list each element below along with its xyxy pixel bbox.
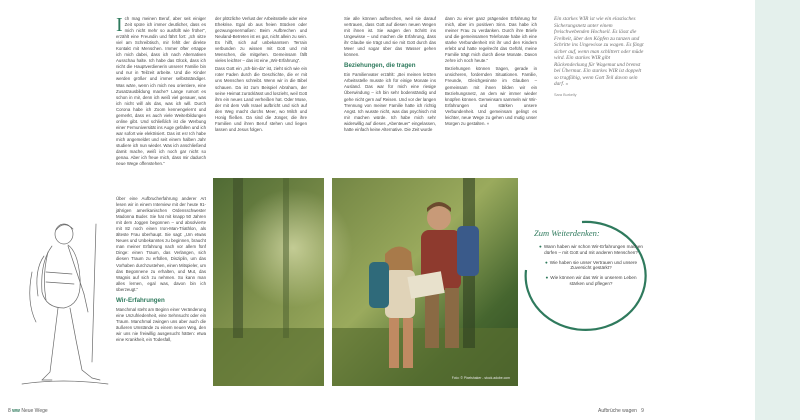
reflection-question: ● Wie können wir das Wir in unserem Leben stärken und pflegen?	[538, 275, 644, 287]
article-column-2	[215, 16, 307, 166]
page-folio-left	[8, 408, 48, 414]
photo-scene	[213, 178, 518, 386]
paragraph: Über eine Aufbrucherfahrung anderer Art lesen wir in einem Interview mit der heute 91-jährigen amerikanischen Ordensschwester Madonna Buder. Sie hat mit knapp 50 Jahren mit dem Joggen begonnen – und absolvierte mit 82 noch einen Iron-Man-Triathlon, als älteste Frau überhaupt. Sie sagt: „Um etwas Neues und Unbekanntes zu beginnen, braucht man meiner Erfahrung nach vor allem fünf Dinge: einen Traum, das Verlangen, sich diesen Traum zu erfüllen, Disziplin, um das Vorhaben durchzustehen, einen Mitspieler, um das Begonnene zu erhalten, und Mut, das Wagnis auf sich zu nehmen. So kann man alles lernen, egal was, davon bin ich überzeugt.“	[116, 196, 206, 292]
article-column-1-lower	[116, 196, 206, 384]
magazine-logo: ww	[12, 408, 20, 414]
magazine-section: Neue Wege	[21, 408, 48, 414]
reflection-list	[538, 244, 644, 291]
quote-text: Ein starkes WIR ist wie ein elastisches Sicherungsnetz unter einem freischwebenden Hochseil. Es lässt die Freiheit, über den Köpfen zu tanzen und Schritte ins Ungewisse zu wagen. Es fängt sicher auf, wenn man schlittert oder müde wird. Ein starkes WIR gibt Rückendeckung für Wagemut und bremst bei Übermut. Ein starkes WIR ist doppelt so tragfähig, wenn Gott Teil davon sein darf. «	[554, 16, 644, 87]
reflection-title: Zum Weiterdenken:	[534, 228, 600, 238]
paragraph: der plötzliche Verlust der Arbeitsstelle oder eine Ehekrise. Egal ob aus freien Stücken oder gezwungenermaßen: Beim Aufbrechen und Neuland-Betreten ist es gut, nicht allein zu sein. Es hilft, sich auf unbekanntem Terrain verbunden zu wissen mit Gott und mit Menschen, die mitgehen. Gemeinsam fällt vieles leichter – das ist eine „Wir-Erfahrung“.	[215, 16, 307, 64]
article-column-4	[445, 16, 537, 171]
page-folio-right	[598, 408, 644, 414]
reflection-box	[518, 218, 646, 334]
pull-quote	[554, 16, 644, 131]
photo-credit: Foto: © Pixelshaker - stock.adobe.com	[451, 376, 510, 380]
drop-cap: I	[116, 14, 123, 36]
hiker-sketch-illustration	[12, 212, 112, 392]
page-gutter	[324, 178, 332, 386]
quote-author: Sara Burkelly	[554, 92, 577, 97]
paragraph: Manchmal steht am Beginn einer Veränderung eine Unzufriedenheit, eine Sehnsucht oder ein Traum. Manchmal zwingen uns aber auch die äußeren Umstände zu einem neuen Weg, den wir uns nie freiwillig ausgesucht hätten: etwa eine Krankheit, ein Todesfall,	[116, 306, 206, 342]
right-margin-panel	[755, 0, 800, 420]
section-heading: Beziehungen, die tragen	[344, 62, 416, 70]
paragraph: dann zu einer ganz prägenden Erfahrung für mich, aber im positiven Sinn. Das habe ich meiner Frau zu verdanken. Durch ihre Briefe und die gemeinsamen Telefonate habe ich eine starke Verbundenheit mit ihr und den Kindern erlebt und hatte regelrecht das Gefühl, meine Familie trägt mich durch diese Monate. Davon zehre ich noch heute.“	[445, 16, 537, 64]
hikers-photo	[213, 178, 518, 386]
page-number: 9	[641, 408, 644, 414]
article-column-1	[116, 14, 206, 167]
column-1-text: ch mag meinen Beruf, aber seit einiger Zeit spüre ich immer deutlicher, dass es mich nicht mehr so ausfüllt wie früher“, erzählt eine Freundin und fährt fort: „Ich sitze viel am Schreibtisch, mir fehlt der direkte Kontakt mit Menschen. Immer öfter ertappe ich mich dabei, dass ich nach Alternativen Ausschau halte. Ich habe das Glück, dass ich nicht die Hauptverdienerin unserer Familie bin und nur in Teilzeit arbeite. Und die Kinder werden größer und immer selbstständiger. Was wäre, wenn ich mich neu orientiere, eine Zusatzausbildung mache? Lange rumort es schon in mir, denn ich weiß viel genauer, was ich nicht will als das, was ich will. Durch Corona habe ich Zoom kennengelernt und gemerkt, dass es auch viele Weiterbildungen online gibt. Und schließlich ist die Werbung einer Fernuniversität ins Auge gefallen und ich war sofort wie elektrisiert. Das ist es! Ich habe mich angemeldet und seit einem halben Jahr studiere ich nun wieder. Was ich anschließend damit mache, weiß ich noch gar nicht so genau. Aber ich freue mich, dass mir dadurch neue Wege offenstehen.“	[116, 16, 206, 167]
paragraph: Sie alle können aufbrechen, weil sie darauf vertrauen, dass Gott auf diesen neuen Wegen mit ihnen ist. Sie wagen den Schritt ins Ungewisse – und machen die Erfahrung, dass ihr Glaube sie trägt und sie mit Gott durch das Meer und sogar über das Wasser gehen können.	[344, 16, 436, 58]
article-column-3	[344, 16, 436, 171]
page-number: 8	[8, 408, 11, 414]
section-heading: Wir-Erfahrungen	[116, 296, 165, 304]
paragraph: Beziehungen können tragen, gerade in unsicheren, fordernden Situationen. Familie, Freunde, Gleichgesinnte im Glauben – gemeinsam mit ihnen bilden wir ein Beziehungsnetz, an dem wir immer wieder knüpfen können. Gemeinsam sammeln wir Wir-Erfahrungen und stärken unsere Verbundenheit. Und gemeinsam gelingt es leichter, neue Wege zu gehen und mutig unser Morgen zu gestalten. «	[445, 66, 537, 126]
section-title: Aufbrüche wagen	[598, 408, 637, 414]
reflection-question: ● Wann haben wir schon Wir-Erfahrungen machen dürfen – mit Gott und mit anderen Menschen?	[538, 244, 644, 256]
paragraph: Dass Gott ein „Ich-bin-da“ ist, zieht sich wie ein roter Faden durch die Geschichte, die er mit uns Menschen schreibt. Wenn wir in die Bibel schauen. Da ist zum Beispiel Abraham, der seine Heimat zurücklässt und loszieht, weil Gott ihm ein neues Land verheißen hat. Oder Mose, der mit dem Volk Israel aufbricht und sich auf den Weg macht durchs Meer, wo Milch und Honig fließen. Da sind die Jünger, die ihre Familien und ihren Beruf stehen und liegen lassen und Jesus folgen.	[215, 66, 307, 132]
paragraph: Ein Familienvater erzählt: „Bei meinen letzten Arbeitsstelle musste ich für einige Monate ins Ausland. Das war für mich eine riesige Überwindung – ich bin sehr bodenständig und gehe nicht gern auf Reisen. Und vor der langen Trennung von meiner Familie hatte ich richtig Angst. Ich wusste nicht, was das psychisch mit mir machen würde. Ich habe mich sehr widerwillig auf dieses „Abenteuer“ eingelassen, hatte einfach keine Alternative. Die Zeit wurde	[344, 72, 436, 132]
reflection-question: ● Wie haben sie unser Vertrauen und unsere Zuversicht gestärkt?	[538, 260, 644, 272]
